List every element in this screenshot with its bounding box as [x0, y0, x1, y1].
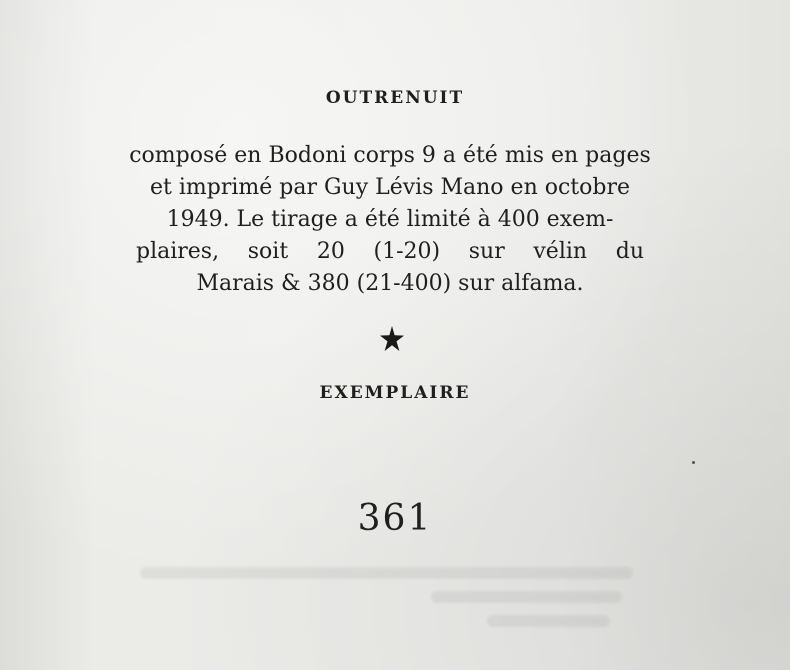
star-ornament-icon — [377, 324, 407, 354]
colophon-word: (1-20) — [373, 239, 441, 264]
colophon-text — [84, 140, 696, 300]
colophon-line — [84, 236, 696, 268]
colophon-word: vélin — [533, 239, 588, 264]
colophon-line: 1949. Le tirage a été limité à 400 exem- — [166, 207, 614, 232]
paper-speck — [692, 461, 695, 464]
bleed-through-text — [140, 555, 700, 670]
colophon-line: Marais & 380 (21-400) sur alfama. — [196, 271, 584, 296]
copy-number: 361 — [357, 498, 433, 539]
colophon-word: plaires, — [136, 239, 220, 264]
colophon-word: sur — [468, 239, 505, 264]
colophon-line: composé en Bodoni corps 9 a été mis en pages — [129, 143, 651, 168]
book-title: OUTRENUIT — [325, 88, 465, 108]
colophon-word: 20 — [316, 239, 345, 264]
copy-label: EXEMPLAIRE — [319, 383, 471, 403]
colophon-word: soit — [247, 239, 289, 264]
colophon-word: du — [615, 239, 644, 264]
colophon-line: et imprimé par Guy Lévis Mano en octobre — [149, 175, 630, 200]
